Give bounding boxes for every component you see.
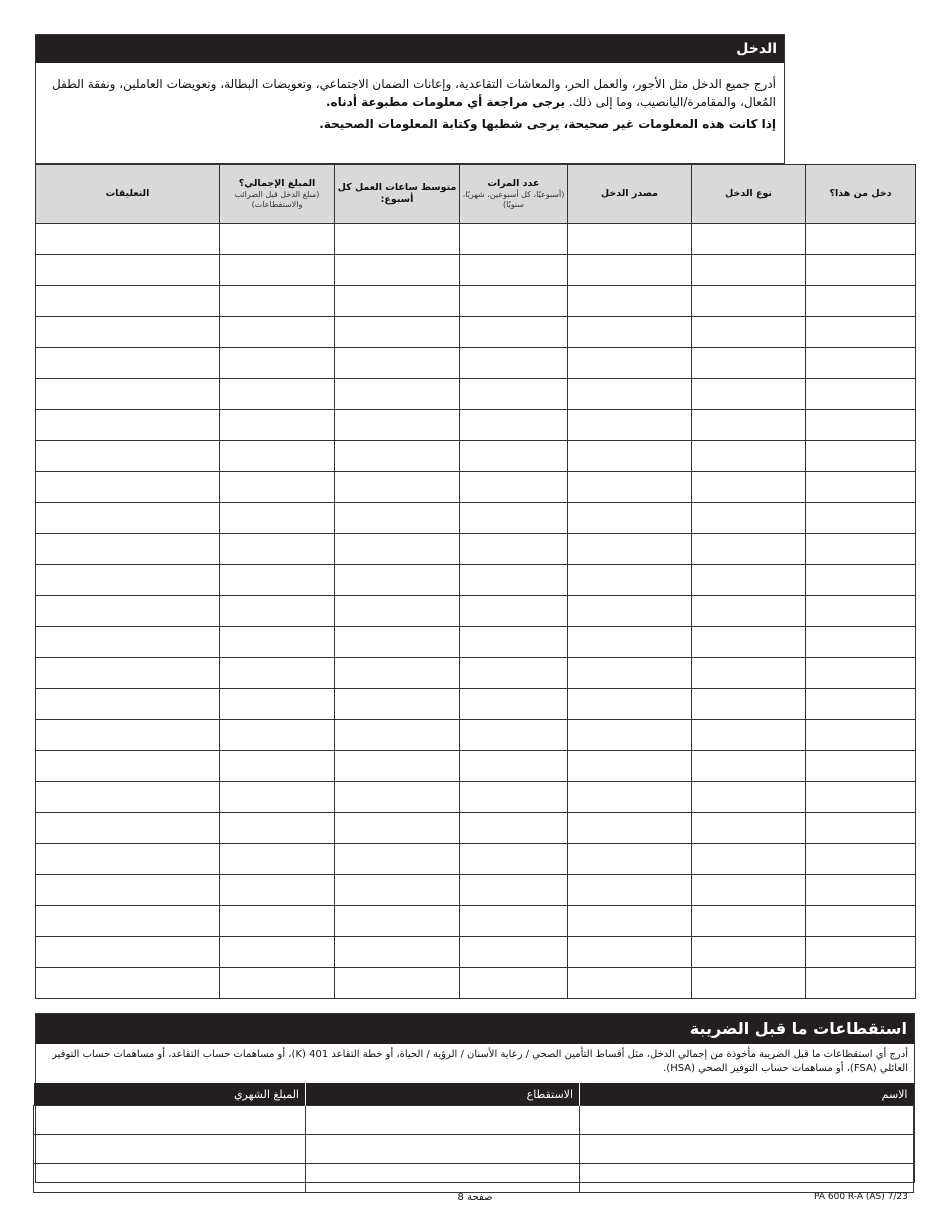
table-cell-input[interactable] <box>335 844 460 875</box>
table-cell-input[interactable] <box>220 596 335 627</box>
table-cell-input[interactable] <box>36 410 220 441</box>
table-cell-input[interactable] <box>460 317 568 348</box>
table-cell-input[interactable] <box>335 410 460 441</box>
table-cell-input[interactable] <box>220 844 335 875</box>
table-cell-input[interactable] <box>692 565 806 596</box>
table-cell-input[interactable] <box>692 968 806 999</box>
table-cell-input[interactable] <box>460 844 568 875</box>
table-cell-input[interactable] <box>806 503 916 534</box>
income-table-row <box>36 317 916 348</box>
table-cell-input[interactable] <box>460 782 568 813</box>
table-cell-input[interactable] <box>692 255 806 286</box>
table-cell-input[interactable] <box>460 534 568 565</box>
table-cell-input[interactable] <box>460 286 568 317</box>
income-table-row <box>36 534 916 565</box>
table-cell-input[interactable] <box>568 689 692 720</box>
table-cell-input[interactable] <box>460 813 568 844</box>
table-cell-input[interactable] <box>460 937 568 968</box>
table-cell-input[interactable] <box>36 224 220 255</box>
table-cell-input[interactable] <box>335 937 460 968</box>
table-cell-input[interactable] <box>692 317 806 348</box>
table-cell-input[interactable] <box>806 937 916 968</box>
table-cell-input[interactable] <box>460 565 568 596</box>
table-cell-input[interactable] <box>335 751 460 782</box>
table-cell-input[interactable] <box>692 224 806 255</box>
column-header-avg-hours: متوسط ساعات العمل كل أسبوع: <box>335 165 460 224</box>
table-cell-input[interactable] <box>460 658 568 689</box>
table-cell-input[interactable] <box>806 255 916 286</box>
pretax-description: أدرج أي استقطاعات ما قبل الضريبة مأخوذة من إجمالي الدخل، مثل أقساط التأمين الصحي / رعاية الأسنان / الرؤية / الحياة، أو خطة التقاعد 401 (K)، أو مساهمات حساب التقاعد، أو مساهمات حساب التوفير العائلي (FSA)، أو مساهمات حساب التوفير الصحي (HSA). <box>52 1049 908 1074</box>
table-cell-input[interactable] <box>220 968 335 999</box>
table-cell-input[interactable] <box>568 379 692 410</box>
table-cell-input[interactable] <box>34 1164 306 1193</box>
column-header-whose-income: دخل من هذا؟ <box>806 165 916 224</box>
income-table-row <box>36 720 916 751</box>
table-cell-input[interactable] <box>568 968 692 999</box>
table-cell-input[interactable] <box>335 472 460 503</box>
column-header-gross-amount: المبلغ الإجمالي؟ (مبلغ الدخل قبل الضرائب والاستقطاعات) <box>220 165 335 224</box>
income-table-row <box>36 255 916 286</box>
table-cell-input[interactable] <box>460 689 568 720</box>
table-cell-input[interactable] <box>220 751 335 782</box>
income-table-row <box>36 751 916 782</box>
income-table-row <box>36 937 916 968</box>
table-cell-input[interactable] <box>220 565 335 596</box>
table-cell-input[interactable] <box>220 720 335 751</box>
table-cell-input[interactable] <box>335 348 460 379</box>
table-cell-input[interactable] <box>460 472 568 503</box>
table-cell-input[interactable] <box>692 689 806 720</box>
table-cell-input[interactable] <box>220 937 335 968</box>
table-cell-input[interactable] <box>568 348 692 379</box>
table-cell-input[interactable] <box>220 317 335 348</box>
income-section <box>35 34 785 164</box>
income-table-row <box>36 379 916 410</box>
pretax-deductions-section <box>35 1013 915 1183</box>
income-instructions-text: أدرج جميع الدخل مثل الأجور، والعمل الحر، والمعاشات التقاعدية، وإعانات الضمان الاجتماعي، وتعويضات البطالة، وتعويضات العاملين، ونفقة الطفل المُعال، والمقامرة/اليانصيب، وما إلى ذلك. <box>51 77 776 109</box>
income-table-row <box>36 844 916 875</box>
table-cell-input[interactable] <box>220 348 335 379</box>
table-cell-input[interactable] <box>460 968 568 999</box>
table-cell-input[interactable] <box>806 844 916 875</box>
column-header-comments: التعليقات <box>36 165 220 224</box>
table-cell-input[interactable] <box>568 286 692 317</box>
column-header-name: الاسم <box>580 1083 914 1106</box>
table-cell-input[interactable] <box>806 317 916 348</box>
table-cell-input[interactable] <box>36 472 220 503</box>
table-cell-input[interactable] <box>692 658 806 689</box>
table-cell-input[interactable] <box>692 720 806 751</box>
table-cell-input[interactable] <box>335 875 460 906</box>
table-cell-input[interactable] <box>568 720 692 751</box>
table-cell-input[interactable] <box>220 472 335 503</box>
income-table-row <box>36 782 916 813</box>
pretax-table-row <box>34 1164 914 1193</box>
table-cell-input[interactable] <box>460 875 568 906</box>
table-cell-input[interactable] <box>692 286 806 317</box>
table-cell-input[interactable] <box>806 534 916 565</box>
table-cell-input[interactable] <box>568 534 692 565</box>
table-cell-input[interactable] <box>36 596 220 627</box>
table-cell-input[interactable] <box>335 658 460 689</box>
table-cell-input[interactable] <box>692 751 806 782</box>
table-cell-input[interactable] <box>806 906 916 937</box>
table-cell-input[interactable] <box>460 224 568 255</box>
table-cell-input[interactable] <box>806 627 916 658</box>
table-cell-input[interactable] <box>568 317 692 348</box>
table-cell-input[interactable] <box>306 1106 580 1135</box>
table-cell-input[interactable] <box>36 751 220 782</box>
table-cell-input[interactable] <box>335 968 460 999</box>
table-cell-input[interactable] <box>460 596 568 627</box>
table-cell-input[interactable] <box>36 503 220 534</box>
table-cell-input[interactable] <box>692 813 806 844</box>
table-cell-input[interactable] <box>568 410 692 441</box>
income-table-row <box>36 224 916 255</box>
income-table-row <box>36 813 916 844</box>
income-table-row <box>36 658 916 689</box>
column-header-frequency: عدد المرات (أسبوعيًا، كل أسبوعين، شهريًا، سنويًا) <box>460 165 568 224</box>
table-cell-input[interactable] <box>36 286 220 317</box>
table-cell-input[interactable] <box>692 627 806 658</box>
table-cell-input[interactable] <box>36 348 220 379</box>
table-cell-input[interactable] <box>460 379 568 410</box>
table-cell-input[interactable] <box>335 503 460 534</box>
table-cell-input[interactable] <box>36 658 220 689</box>
table-cell-input[interactable] <box>806 689 916 720</box>
income-table-row <box>36 596 916 627</box>
table-cell-input[interactable] <box>568 224 692 255</box>
table-cell-input[interactable] <box>220 286 335 317</box>
table-cell-input[interactable] <box>580 1164 914 1193</box>
table-cell-input[interactable] <box>335 286 460 317</box>
table-cell-input[interactable] <box>460 255 568 286</box>
column-header-deduction: الاستقطاع <box>306 1083 580 1106</box>
table-cell-input[interactable] <box>692 906 806 937</box>
table-cell-input[interactable] <box>806 441 916 472</box>
table-cell-input[interactable] <box>36 844 220 875</box>
table-cell-input[interactable] <box>568 441 692 472</box>
table-cell-input[interactable] <box>335 906 460 937</box>
table-cell-input[interactable] <box>692 875 806 906</box>
table-cell-input[interactable] <box>36 627 220 658</box>
table-cell-input[interactable] <box>335 224 460 255</box>
table-cell-input[interactable] <box>220 534 335 565</box>
table-cell-input[interactable] <box>335 689 460 720</box>
table-cell-input[interactable] <box>335 565 460 596</box>
pretax-table-row <box>34 1106 914 1135</box>
table-cell-input[interactable] <box>568 937 692 968</box>
table-cell-input[interactable] <box>692 472 806 503</box>
table-cell-input[interactable] <box>568 782 692 813</box>
form-id: PA 600 R-A (AS) 7/23 <box>814 1192 908 1202</box>
column-header-income-source: مصدر الدخل <box>568 165 692 224</box>
table-cell-input[interactable] <box>34 1106 306 1135</box>
table-cell-input[interactable] <box>806 658 916 689</box>
table-cell-input[interactable] <box>460 906 568 937</box>
table-cell-input[interactable] <box>220 503 335 534</box>
table-cell-input[interactable] <box>36 782 220 813</box>
income-table-row <box>36 968 916 999</box>
table-cell-input[interactable] <box>692 503 806 534</box>
table-cell-input[interactable] <box>692 844 806 875</box>
table-cell-input[interactable] <box>460 751 568 782</box>
table-cell-input[interactable] <box>36 720 220 751</box>
income-instructions-review: يرجى مراجعة أي معلومات مطبوعة أدناه. <box>326 95 566 109</box>
table-cell-input[interactable] <box>335 720 460 751</box>
table-cell-input[interactable] <box>568 813 692 844</box>
table-cell-input[interactable] <box>36 534 220 565</box>
table-cell-input[interactable] <box>335 596 460 627</box>
page-number: صفحة 8 <box>457 1192 493 1203</box>
income-instructions <box>36 63 784 133</box>
table-cell-input[interactable] <box>692 379 806 410</box>
table-cell-input[interactable] <box>806 813 916 844</box>
table-cell-input[interactable] <box>460 410 568 441</box>
table-cell-input[interactable] <box>568 844 692 875</box>
table-cell-input[interactable] <box>220 224 335 255</box>
income-table-row <box>36 503 916 534</box>
table-cell-input[interactable] <box>36 813 220 844</box>
table-cell-input[interactable] <box>220 906 335 937</box>
table-cell-input[interactable] <box>335 255 460 286</box>
table-cell-input[interactable] <box>568 658 692 689</box>
table-cell-input[interactable] <box>460 441 568 472</box>
table-cell-input[interactable] <box>220 627 335 658</box>
table-cell-input[interactable] <box>36 379 220 410</box>
table-cell-input[interactable] <box>335 813 460 844</box>
table-cell-input[interactable] <box>806 379 916 410</box>
pretax-table-header <box>34 1083 914 1106</box>
table-cell-input[interactable] <box>568 503 692 534</box>
table-cell-input[interactable] <box>568 565 692 596</box>
table-cell-input[interactable] <box>220 379 335 410</box>
pretax-table <box>33 1083 914 1193</box>
table-cell-input[interactable] <box>36 968 220 999</box>
table-cell-input[interactable] <box>568 255 692 286</box>
table-cell-input[interactable] <box>692 441 806 472</box>
table-cell-input[interactable] <box>335 534 460 565</box>
table-cell-input[interactable] <box>335 379 460 410</box>
income-table-row <box>36 875 916 906</box>
income-table-row <box>36 286 916 317</box>
column-header-monthly-amount: المبلغ الشهري <box>34 1083 306 1106</box>
table-cell-input[interactable] <box>36 317 220 348</box>
table-cell-input[interactable] <box>692 348 806 379</box>
table-cell-input[interactable] <box>36 255 220 286</box>
table-cell-input[interactable] <box>220 441 335 472</box>
income-table <box>35 164 916 999</box>
table-cell-input[interactable] <box>806 720 916 751</box>
table-cell-input[interactable] <box>806 472 916 503</box>
table-cell-input[interactable] <box>806 751 916 782</box>
income-table-row <box>36 348 916 379</box>
income-table-row <box>36 565 916 596</box>
table-cell-input[interactable] <box>460 348 568 379</box>
income-table-row <box>36 906 916 937</box>
income-table-header <box>36 165 916 224</box>
table-cell-input[interactable] <box>580 1135 914 1164</box>
table-cell-input[interactable] <box>806 782 916 813</box>
column-header-income-type: نوع الدخل <box>692 165 806 224</box>
table-cell-input[interactable] <box>806 565 916 596</box>
income-table-row <box>36 441 916 472</box>
table-cell-input[interactable] <box>220 410 335 441</box>
income-table-row <box>36 472 916 503</box>
table-cell-input[interactable] <box>806 348 916 379</box>
table-cell-input[interactable] <box>568 472 692 503</box>
table-cell-input[interactable] <box>220 658 335 689</box>
income-table-row <box>36 689 916 720</box>
pretax-section-title: استقطاعات ما قبل الضريبة <box>36 1014 914 1044</box>
table-cell-input[interactable] <box>806 968 916 999</box>
table-cell-input[interactable] <box>36 875 220 906</box>
table-cell-input[interactable] <box>335 317 460 348</box>
table-cell-input[interactable] <box>806 875 916 906</box>
table-cell-input[interactable] <box>36 689 220 720</box>
table-cell-input[interactable] <box>568 627 692 658</box>
income-table-row <box>36 410 916 441</box>
table-cell-input[interactable] <box>306 1135 580 1164</box>
table-cell-input[interactable] <box>806 410 916 441</box>
table-cell-input[interactable] <box>335 441 460 472</box>
table-cell-input[interactable] <box>460 503 568 534</box>
table-cell-input[interactable] <box>692 534 806 565</box>
table-cell-input[interactable] <box>460 720 568 751</box>
table-cell-input[interactable] <box>36 441 220 472</box>
table-cell-input[interactable] <box>220 782 335 813</box>
table-cell-input[interactable] <box>568 751 692 782</box>
table-cell-input[interactable] <box>36 906 220 937</box>
table-cell-input[interactable] <box>568 596 692 627</box>
table-cell-input[interactable] <box>335 782 460 813</box>
table-cell-input[interactable] <box>568 906 692 937</box>
pretax-table-row <box>34 1135 914 1164</box>
table-cell-input[interactable] <box>306 1164 580 1193</box>
table-cell-input[interactable] <box>220 689 335 720</box>
table-cell-input[interactable] <box>692 410 806 441</box>
table-cell-input[interactable] <box>34 1135 306 1164</box>
income-table-row <box>36 627 916 658</box>
table-cell-input[interactable] <box>580 1106 914 1135</box>
income-section-title: الدخل <box>36 35 784 63</box>
table-cell-input[interactable] <box>692 596 806 627</box>
table-cell-input[interactable] <box>220 813 335 844</box>
table-cell-input[interactable] <box>220 875 335 906</box>
table-cell-input[interactable] <box>460 627 568 658</box>
table-cell-input[interactable] <box>692 782 806 813</box>
table-cell-input[interactable] <box>335 627 460 658</box>
table-cell-input[interactable] <box>36 937 220 968</box>
table-cell-input[interactable] <box>806 286 916 317</box>
table-cell-input[interactable] <box>220 255 335 286</box>
income-warning: إذا كانت هذه المعلومات غير صحيحة، يرجى شطبها وكتابة المعلومات الصحيحة. <box>319 117 776 131</box>
table-cell-input[interactable] <box>692 937 806 968</box>
table-cell-input[interactable] <box>568 875 692 906</box>
table-cell-input[interactable] <box>36 565 220 596</box>
table-cell-input[interactable] <box>806 224 916 255</box>
table-cell-input[interactable] <box>806 596 916 627</box>
